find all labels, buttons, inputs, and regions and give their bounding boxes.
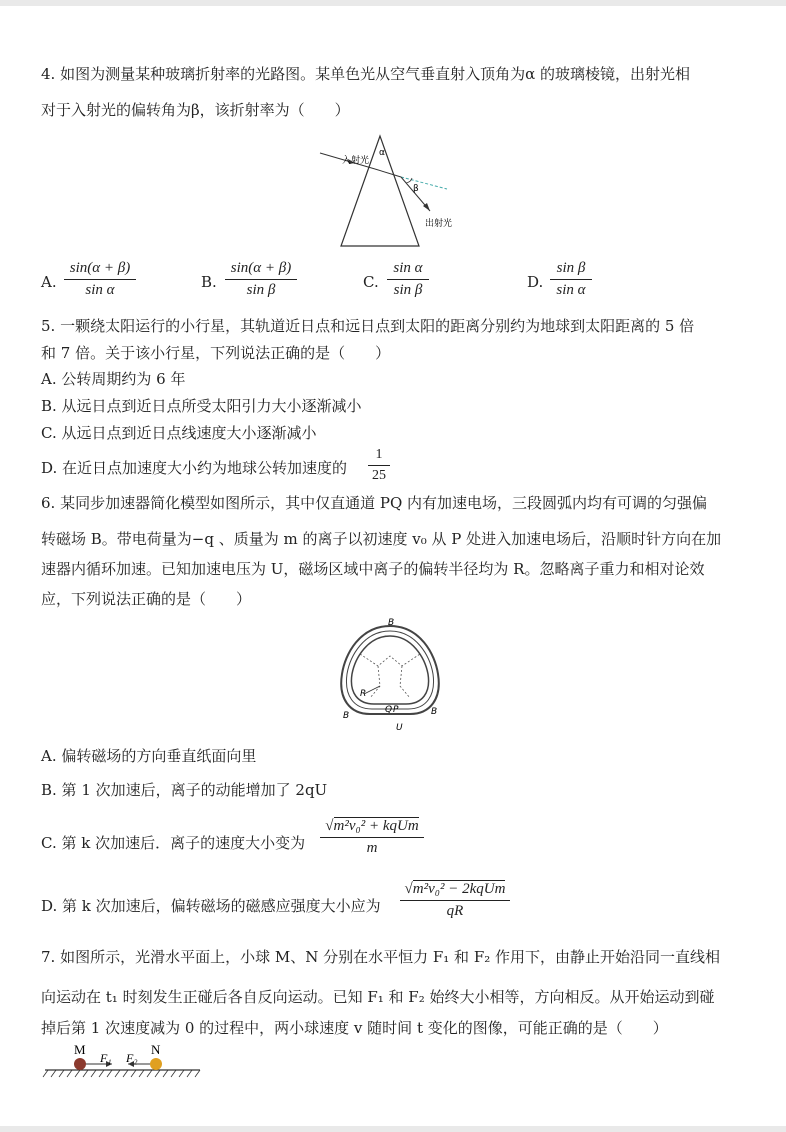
m-label: M — [74, 1042, 86, 1057]
accelerator-diagram — [330, 614, 450, 734]
ball-diagram — [40, 1040, 205, 1080]
q5-option-d-fraction: $\frac{1}{25}$ — [368, 447, 390, 484]
n-label: N — [151, 1042, 161, 1057]
alpha-label: α — [379, 148, 385, 158]
q6-line3: 速器内循环加速。已知加速电压为 U，磁场区域中离子的偏转半径均为 R。忽略离子重力和相对论效 — [41, 560, 705, 578]
q5-option-c[interactable]: C. 从远日点到近日点线速度大小逐渐减小 — [41, 424, 317, 442]
incident-label: 入射光 — [342, 156, 370, 166]
beta-label: β — [413, 184, 419, 194]
q4-option-a[interactable]: $\frac{\sin(\alpha + \beta)}{\text{sin α}}$ — [64, 260, 136, 299]
q6-line4: 应，下列说法正确的是（ ） — [41, 590, 252, 608]
q4-option-b-label: B. — [201, 273, 217, 291]
q-label: Q — [385, 705, 393, 715]
q6-option-c[interactable]: C. 第 k 次加速后．离子的速度大小变为 — [41, 834, 306, 852]
q5-option-a[interactable]: A. 公转周期约为 6 年 — [41, 370, 186, 388]
f1-label: F₁ — [100, 1051, 112, 1065]
f2-label: F₂ — [126, 1051, 138, 1065]
ball-m — [74, 1058, 86, 1070]
p-label: P — [393, 705, 399, 715]
q6-option-a[interactable]: A. 偏转磁场的方向垂直纸面向里 — [41, 747, 257, 765]
q4-option-c-label: C. — [363, 273, 379, 291]
q4-line1: 4. 如图为测量某种玻璃折射率的光路图。某单色光从空气垂直射入顶角为α 的玻璃棱镜，出射光相 — [41, 65, 690, 83]
q6-option-d-fraction: √m²v₀² − 2kqUm qR — [400, 881, 510, 920]
b-label-left: B — [343, 711, 350, 721]
q4-option-d-label: D. — [527, 273, 544, 291]
b-label-right: B — [431, 707, 438, 717]
q5-line2: 和 7 倍。关于该小行星，下列说法正确的是（ ） — [41, 344, 391, 362]
q7-line3: 掉后第 1 次速度减为 0 的过程中，两小球速度 v 随时间 t 变化的图像，可能正确的是（ ） — [41, 1019, 668, 1037]
prism-diagram — [315, 131, 455, 251]
q6-option-c-fraction: √m²v₀² + kqUm m — [320, 818, 424, 857]
q6-option-d[interactable]: D. 第 k 次加速后，偏转磁场的磁感应强度大小应为 — [41, 897, 381, 915]
q6-line1: 6. 某同步加速器简化模型如图所示，其中仅直通道 PQ 内有加速电场，三段圆弧内均有可调的匀强偏 — [41, 494, 708, 512]
q4-option-d[interactable]: $\frac{\text{sin β}}{\text{sin α}}$ — [550, 260, 592, 299]
ball-n — [150, 1058, 162, 1070]
b-label-top: B — [388, 618, 395, 628]
q7-line2: 向运动在 t₁ 时刻发生正碰后各自反向运动。已知 F₁ 和 F₂ 始终大小相等，方向相反。从开始运动到碰 — [41, 988, 715, 1006]
q7-line1: 7. 如图所示，光滑水平面上，小球 M、N 分别在水平恒力 F₁ 和 F₂ 作用下，由静止开始沿同一直线相 — [41, 948, 721, 966]
q4-line2: 对于入射光的偏转角为β，该折射率为（ ） — [41, 101, 350, 119]
q5-line1: 5. 一颗绕太阳运行的小行星，其轨道近日点和远日点到太阳的距离分别约为地球到太阳距离的 5 倍 — [41, 317, 695, 335]
u-label: U — [396, 723, 403, 733]
exit-label: 出射光 — [425, 219, 453, 229]
document-page — [0, 6, 786, 1126]
q5-option-d[interactable]: D. 在近日点加速度大小约为地球公转加速度的 — [41, 459, 348, 477]
r-label: R — [360, 689, 367, 699]
q6-line2: 转磁场 B。带电荷量为−q 、质量为 m 的离子以初速度 v₀ 从 P 处进入加速电场后，沿顺时针方向在加 — [41, 530, 722, 548]
q4-option-b[interactable]: $\frac{\sin(\alpha + \beta)}{\text{sin β}}$ — [225, 260, 297, 299]
q6-option-b[interactable]: B. 第 1 次加速后，离子的动能增加了 2qU — [41, 781, 328, 799]
q4-option-a-label: A. — [41, 273, 57, 291]
q5-option-b[interactable]: B. 从远日点到近日点所受太阳引力大小逐渐减小 — [41, 397, 362, 415]
q4-option-c[interactable]: $\frac{\text{sin α}}{\text{sin β}}$ — [387, 260, 429, 299]
